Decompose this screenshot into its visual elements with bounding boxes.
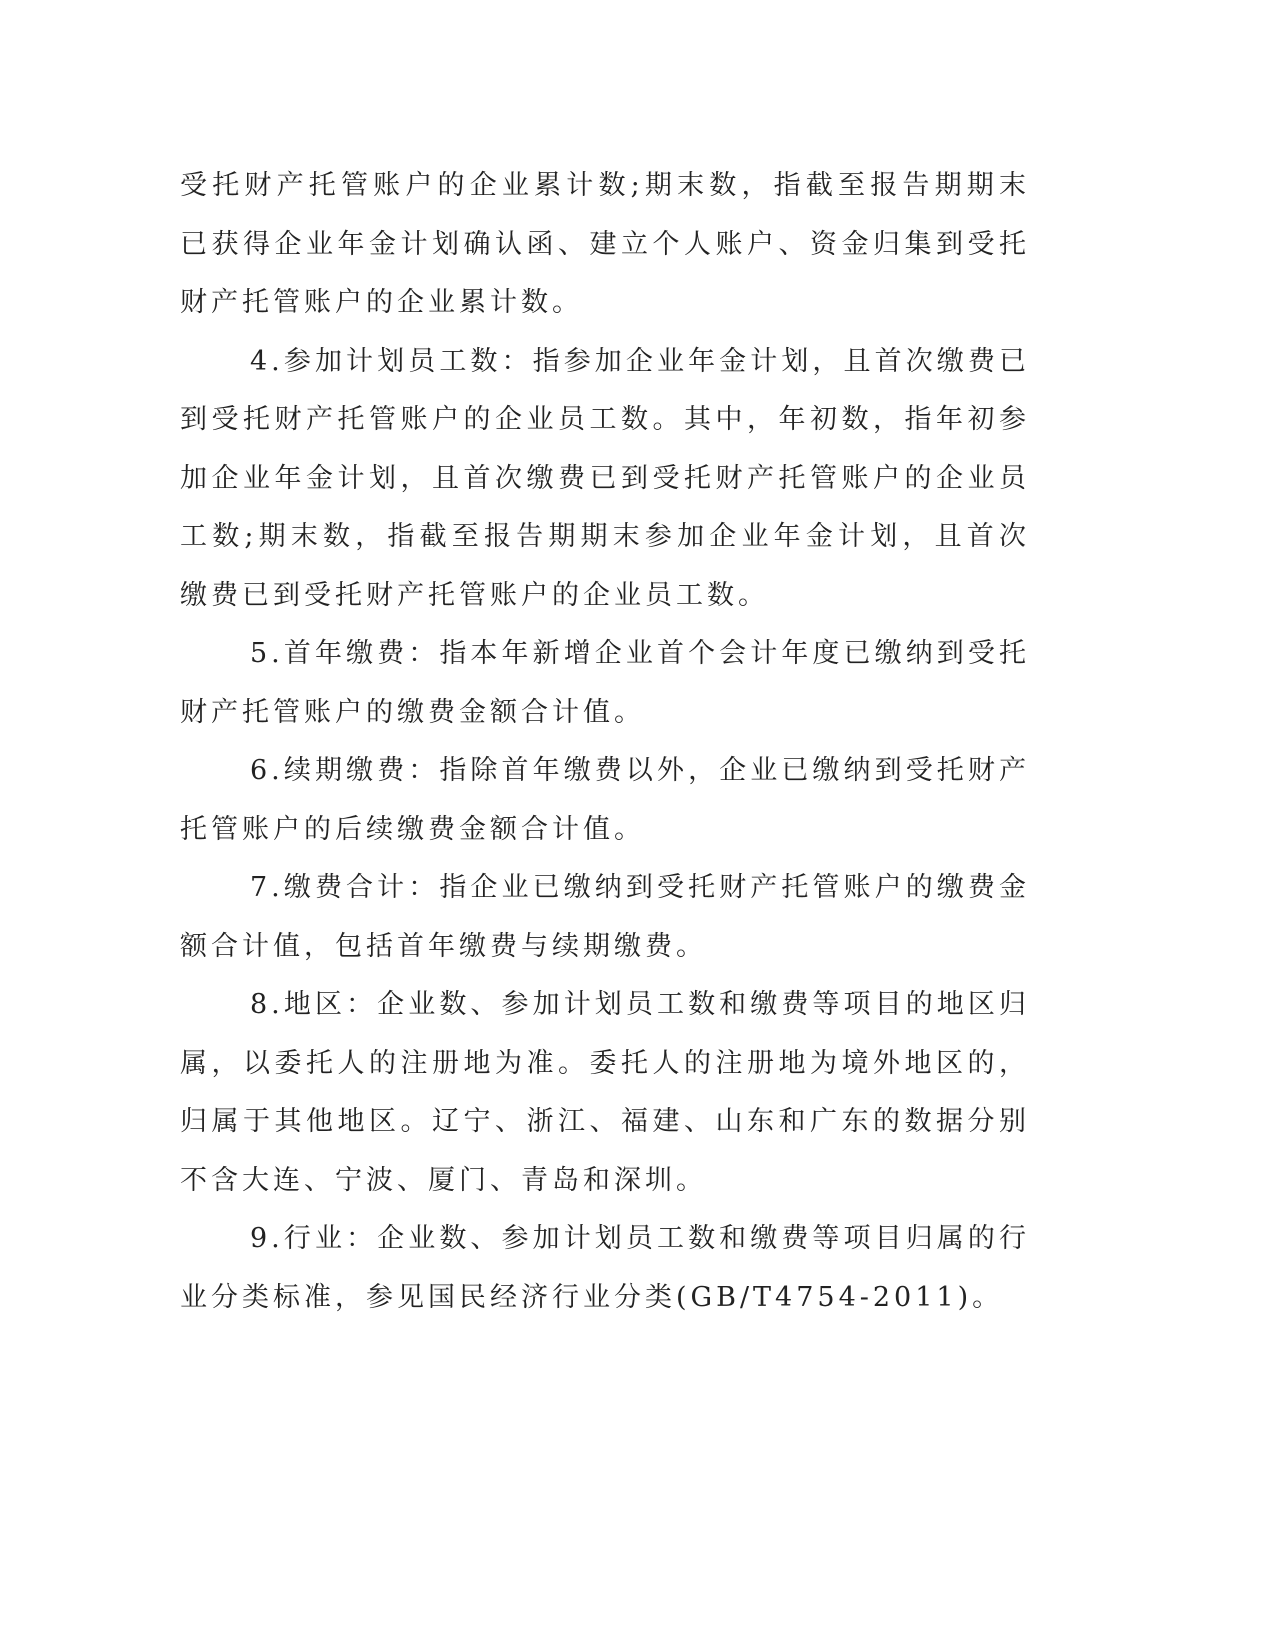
paragraph-continuation: 受托财产托管账户的企业累计数;期末数，指截至报告期期末已获得企业年金计划确认函、建立个人账户、资金归集到受托财产托管账户的企业累计数。 bbox=[180, 170, 1030, 318]
document-body bbox=[180, 157, 1030, 1327]
paragraph-item-9: 9.行业：企业数、参加计划员工数和缴费等项目归属的行业分类标准，参见国民经济行业分类(GB/T4754-2011)。 bbox=[180, 1223, 1030, 1313]
paragraph-item-6: 6.续期缴费：指除首年缴费以外，企业已缴纳到受托财产托管账户的后续缴费金额合计值。 bbox=[180, 755, 1030, 845]
paragraph-item-4: 4.参加计划员工数：指参加企业年金计划，且首次缴费已到受托财产托管账户的企业员工数。其中，年初数，指年初参加企业年金计划，且首次缴费已到受托财产托管账户的企业员工数;期末数，指截至报告期期末参加企业年金计划，且首次缴费已到受托财产托管账户的企业员工数。 bbox=[180, 345, 1030, 611]
paragraph-item-5: 5.首年缴费：指本年新增企业首个会计年度已缴纳到受托财产托管账户的缴费金额合计值。 bbox=[180, 638, 1030, 728]
paragraph-item-8: 8.地区：企业数、参加计划员工数和缴费等项目的地区归属，以委托人的注册地为准。委托人的注册地为境外地区的，归属于其他地区。辽宁、浙江、福建、山东和广东的数据分别不含大连、宁波、厦门、青岛和深圳。 bbox=[180, 989, 1030, 1196]
paragraph-item-7: 7.缴费合计：指企业已缴纳到受托财产托管账户的缴费金额合计值，包括首年缴费与续期缴费。 bbox=[180, 872, 1030, 962]
